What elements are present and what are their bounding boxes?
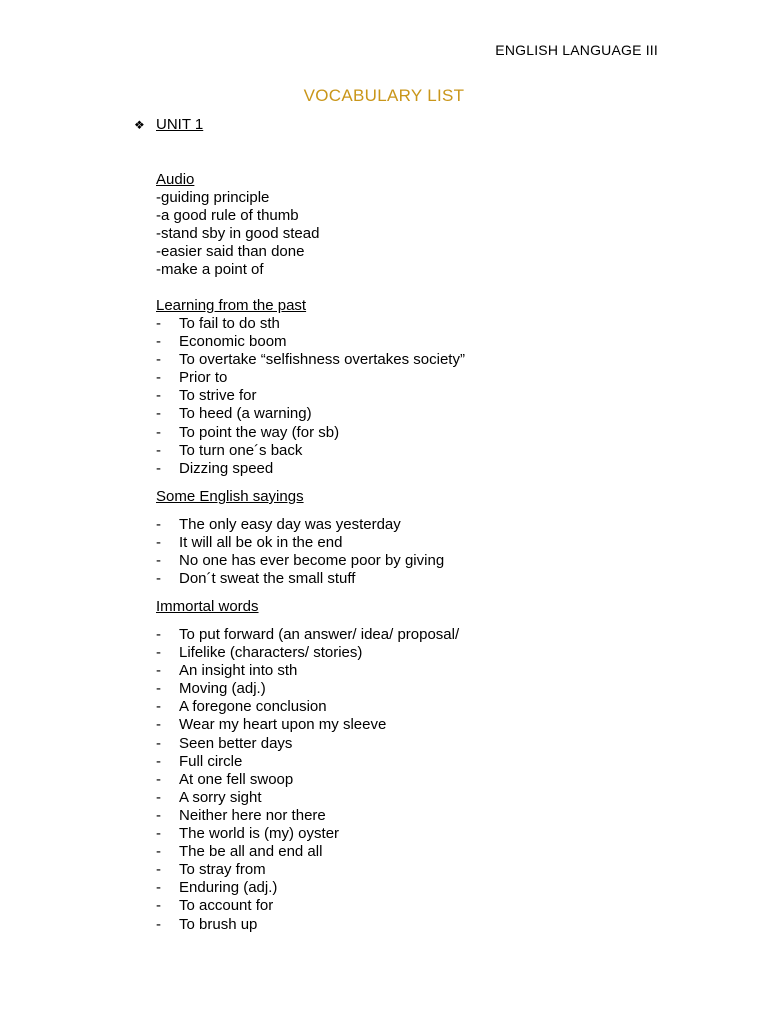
dash-marker: -: [156, 861, 161, 879]
immortal-item: [156, 825, 459, 843]
immortal-item-text: A foregone conclusion: [179, 698, 327, 716]
immortal-item-text: Lifelike (characters/ stories): [179, 644, 363, 662]
immortal-item: [156, 680, 459, 698]
immortal-item-text: Wear my heart upon my sleeve: [179, 716, 387, 734]
immortal-item: [156, 716, 459, 734]
learning-item-text: To overtake “selfishness overtakes society”: [179, 351, 465, 369]
learning-section: [156, 297, 465, 478]
learning-item-text: To fail to do sth: [179, 315, 280, 332]
audio-list: [156, 189, 319, 279]
immortal-item-text: To stray from: [179, 861, 266, 879]
dash-marker: -: [156, 405, 161, 423]
dash-marker: -: [156, 459, 161, 477]
immortal-item-text: Full circle: [179, 752, 243, 770]
dash-marker: -: [156, 387, 161, 405]
immortal-item-text: To account for: [179, 897, 274, 915]
saying-item-text: Don´t sweat the small stuff: [179, 570, 356, 588]
sayings-section: [156, 488, 444, 588]
learning-list: [156, 315, 465, 478]
learning-item: [156, 369, 465, 387]
learning-item: [156, 333, 465, 351]
immortal-item: [156, 753, 459, 771]
learning-item-text: Dizzing speed: [179, 459, 274, 477]
learning-heading: Learning from the past: [156, 297, 307, 314]
audio-heading: Audio: [156, 171, 195, 188]
dash-marker: -: [156, 734, 161, 752]
dash-marker: -: [156, 698, 161, 716]
learning-item-text: Economic boom: [179, 333, 287, 351]
learning-item: [156, 351, 465, 369]
immortal-item-text: Enduring (adj.): [179, 879, 278, 897]
learning-item-text: To turn one´s back: [179, 441, 303, 459]
dash-marker: -: [156, 315, 161, 332]
immortal-item: [156, 698, 459, 716]
immortal-item: [156, 807, 459, 825]
immortal-item: [156, 626, 459, 644]
immortal-list: [156, 626, 459, 934]
dash-marker: -: [156, 897, 161, 915]
immortal-item-text: At one fell swoop: [179, 770, 294, 788]
saying-item: [156, 516, 444, 534]
dash-marker: -: [156, 369, 161, 387]
dash-marker: -: [156, 351, 161, 369]
immortal-item-text: To brush up: [179, 915, 258, 933]
dash-marker: -: [156, 843, 161, 861]
page-title: VOCABULARY LIST: [303, 86, 465, 105]
immortal-section: [156, 598, 459, 934]
sayings-list: [156, 516, 444, 588]
learning-item: [156, 460, 465, 478]
immortal-item: [156, 789, 459, 807]
dash-marker: -: [156, 825, 161, 843]
immortal-item-text: The world is (my) oyster: [179, 825, 340, 843]
immortal-item: [156, 916, 459, 934]
dash-marker: -: [156, 570, 161, 588]
immortal-heading: Immortal words: [156, 598, 259, 615]
immortal-item: [156, 735, 459, 753]
dash-marker: -: [156, 516, 161, 533]
dash-marker: -: [156, 879, 161, 897]
unit-heading: [134, 116, 203, 134]
saying-item: [156, 552, 444, 570]
course-header: ENGLISH LANGUAGE III: [495, 42, 658, 58]
dash-marker: -: [156, 423, 161, 441]
immortal-item-text: An insight into sth: [179, 662, 298, 680]
audio-item: -easier said than done: [156, 243, 305, 261]
learning-item-text: To strive for: [179, 387, 257, 405]
dash-marker: -: [156, 752, 161, 770]
learning-item-text: To point the way (for sb): [179, 423, 340, 441]
dash-marker: -: [156, 441, 161, 459]
dash-marker: -: [156, 680, 161, 698]
dash-marker: -: [156, 662, 161, 680]
learning-item: [156, 442, 465, 460]
learning-item-text: To heed (a warning): [179, 405, 312, 423]
dash-marker: -: [156, 644, 161, 662]
immortal-item-text: To put forward (an answer/ idea/ proposal/: [179, 626, 460, 643]
audio-item: -a good rule of thumb: [156, 207, 299, 225]
learning-item-text: Prior to: [179, 369, 228, 387]
learning-item: [156, 424, 465, 442]
immortal-item: [156, 843, 459, 861]
unit-label: UNIT 1: [156, 116, 204, 133]
audio-item: -stand sby in good stead: [156, 225, 320, 243]
immortal-item-text: A sorry sight: [179, 788, 262, 806]
saying-item-text: It will all be ok in the end: [179, 534, 343, 552]
saying-item-text: The only easy day was yesterday: [179, 516, 401, 533]
learning-item: [156, 387, 465, 405]
dash-marker: -: [156, 806, 161, 824]
audio-item: -make a point of: [156, 261, 264, 279]
immortal-item: [156, 861, 459, 879]
immortal-item: [156, 897, 459, 915]
learning-item: [156, 315, 465, 333]
audio-section: [156, 171, 319, 279]
dash-marker: -: [156, 915, 161, 933]
diamond-bullet-icon: ❖: [134, 118, 145, 132]
immortal-item: [156, 771, 459, 789]
dash-marker: -: [156, 333, 161, 351]
immortal-item: [156, 644, 459, 662]
saying-item: [156, 570, 444, 588]
immortal-item: [156, 662, 459, 680]
dash-marker: -: [156, 788, 161, 806]
audio-item: -guiding principle: [156, 189, 270, 206]
dash-marker: -: [156, 716, 161, 734]
dash-marker: -: [156, 626, 161, 643]
immortal-item-text: Seen better days: [179, 734, 293, 752]
saying-item-text: No one has ever become poor by giving: [179, 552, 445, 570]
immortal-item-text: Neither here nor there: [179, 806, 326, 824]
learning-item: [156, 405, 465, 423]
dash-marker: -: [156, 552, 161, 570]
sayings-heading: Some English sayings: [156, 488, 304, 505]
saying-item: [156, 534, 444, 552]
immortal-item-text: Moving (adj.): [179, 680, 266, 698]
dash-marker: -: [156, 770, 161, 788]
immortal-item-text: The be all and end all: [179, 843, 323, 861]
dash-marker: -: [156, 534, 161, 552]
immortal-item: [156, 879, 459, 897]
